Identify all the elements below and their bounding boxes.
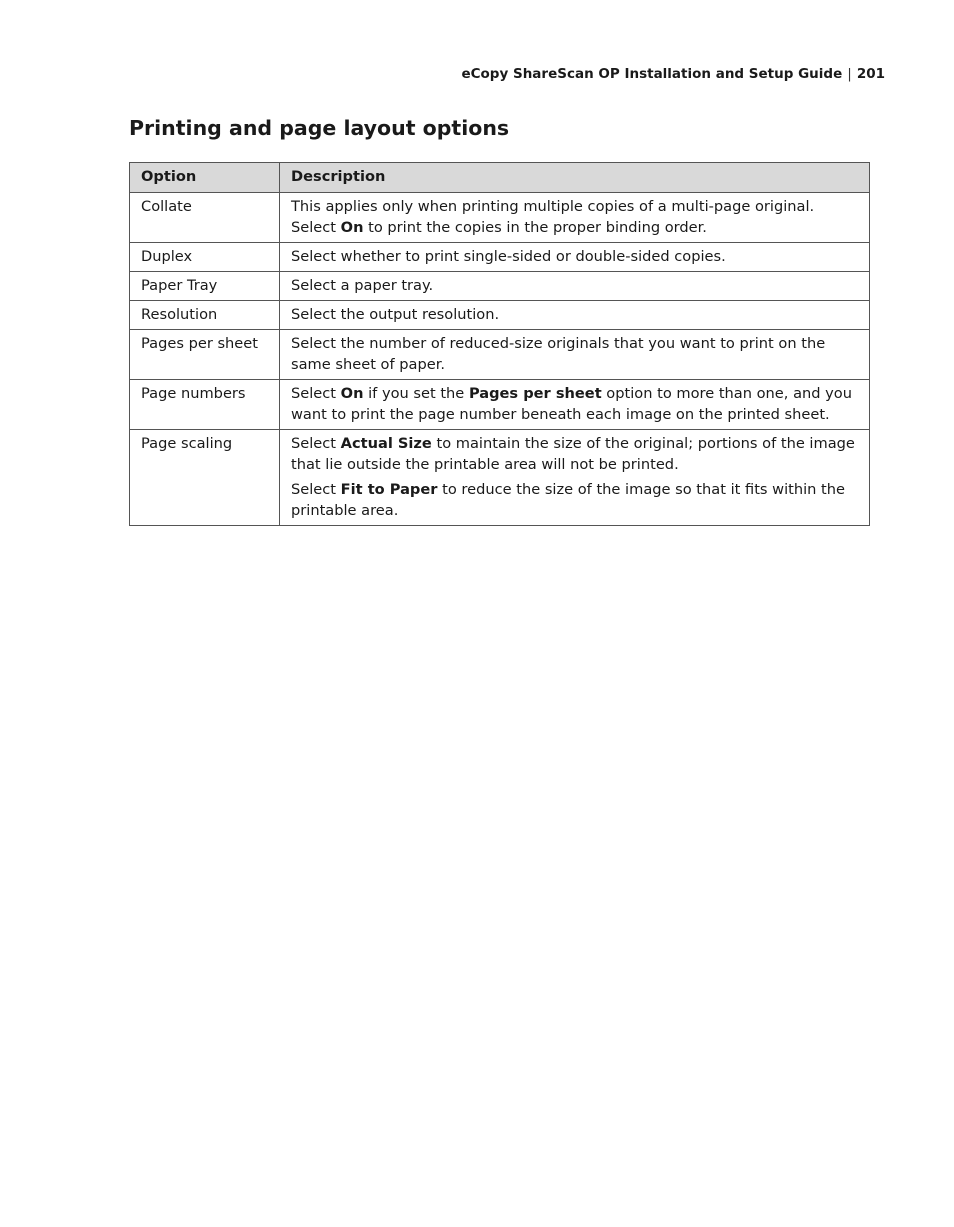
- description-paragraph: [291, 433, 858, 475]
- option-name: Pages per sheet: [130, 330, 280, 380]
- table-row: [130, 272, 870, 301]
- description-bold-term: On: [340, 385, 364, 402]
- description-bold-term: On: [340, 219, 364, 236]
- page-number: 201: [856, 66, 885, 82]
- description-text: This applies only when printing multiple copies of a multi-page original. Select: [291, 198, 815, 236]
- description-text: to maintain the size of the original; portions of the image that lie outside the printable area will not be printed.: [291, 435, 855, 473]
- description-text: Select: [291, 435, 341, 452]
- description-text: option to more than one, and you want to print the page number beneath each image on the printed sheet.: [291, 385, 852, 423]
- column-header-description: Description: [280, 163, 870, 193]
- column-header-option: Option: [130, 163, 280, 193]
- option-description: Select the number of reduced-size originals that you want to print on the same sheet of paper.: [280, 330, 870, 380]
- description-paragraph: [291, 479, 858, 521]
- options-table: [129, 162, 870, 526]
- option-name: Page numbers: [130, 380, 280, 430]
- header-separator: |: [847, 66, 852, 82]
- table-header-row: [130, 163, 870, 193]
- option-name: Duplex: [130, 243, 280, 272]
- guide-title: eCopy ShareScan OP Installation and Setup Guide: [461, 66, 843, 82]
- option-description: [280, 430, 870, 526]
- description-text: Select: [291, 481, 341, 498]
- description-text: Select: [291, 385, 341, 402]
- option-name: Resolution: [130, 301, 280, 330]
- option-name: Collate: [130, 193, 280, 243]
- option-description: [280, 193, 870, 243]
- table-row: [130, 193, 870, 243]
- section-title: Printing and page layout options: [129, 116, 510, 140]
- description-bold-term: Fit to Paper: [340, 481, 438, 498]
- running-header: [461, 66, 885, 82]
- description-bold-term: Actual Size: [340, 435, 432, 452]
- option-description: Select whether to print single-sided or double-sided copies.: [280, 243, 870, 272]
- option-name: Page scaling: [130, 430, 280, 526]
- option-name: Paper Tray: [130, 272, 280, 301]
- option-description: [280, 380, 870, 430]
- description-text: to reduce the size of the image so that it fits within the printable area.: [291, 481, 846, 519]
- table-row: [130, 301, 870, 330]
- table-row: [130, 243, 870, 272]
- description-text: if you set the: [363, 385, 469, 402]
- description-text: to print the copies in the proper binding order.: [363, 219, 707, 236]
- table-row: [130, 430, 870, 526]
- option-description: Select a paper tray.: [280, 272, 870, 301]
- option-description: Select the output resolution.: [280, 301, 870, 330]
- table-row: [130, 380, 870, 430]
- table-row: [130, 330, 870, 380]
- description-bold-term: Pages per sheet: [468, 385, 602, 402]
